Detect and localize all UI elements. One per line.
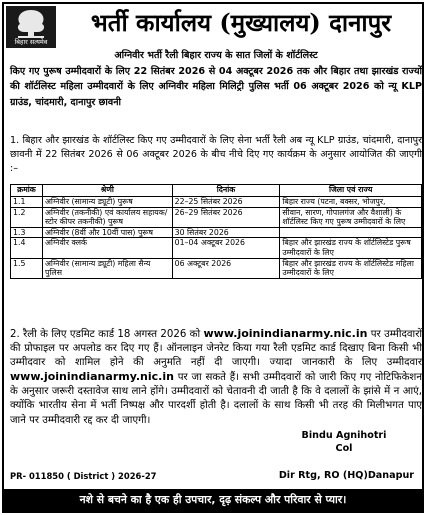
intro-rest: किए गए पुरूष उम्मीदवारों के लिए 22 सितंबर 2026 से 04 अक्टूबर 2026 तक और बिहार तथा झारखंड राज्यों की शॉर्टलिस्ट महिला उम्मीदवारों के लिए अग्निवीर महिला मिलिट्री पुलिस भर्ती 06 अक्टूबर 2026 को न्यू KLP ग्राउंड, चांदमारी, दानापुर छावनी [10,65,422,108]
cell-district [280,227,422,238]
cell-category: अग्निवीर क्लर्क [42,238,172,258]
table-row [11,207,422,227]
cell-serial: 1.1 [11,197,43,208]
cell-date: 06 अक्टूबर 2026 [172,258,280,278]
emblem-caption: बिहार सत्यमेव [14,38,48,46]
cell-date: 26–29 सितंबर 2026 [172,207,280,227]
intro-line1: अग्निवीर भर्ती रैली बिहार राज्य के सात जिलों के शॉर्टलिस्ट [114,50,318,61]
table-header-row [11,185,422,197]
cell-category: अग्निवीर (8वीं और 10वीं पास) पुरूष [42,227,172,238]
signatory-rank: Col [335,442,353,454]
col-header-date: दिनांक [172,185,280,197]
pr-number: PR- 011850 ( District ) 2026-27 [10,471,157,481]
cell-category: अग्निवीर (तकनीकी) एवं कार्यालय सहायक/स्टोर कीपर तकनीकी) पुरूष [42,207,172,227]
website-link-2: www.joinindianarmy.nic.in [10,370,174,384]
para2-text-a: 2. रैली के लिए एडमिट कार्ड 18 अगस्त 2026 को [10,329,204,340]
table-row [11,258,422,278]
para2-text-c: पर जा सकते हैं। सभी उम्मीदवारों को जारी किए गए नोटिफिकेशन के अनुसार जरूरी दस्तावेज साथ लाने होंगे। उम्मीदवारों को चेतावनी दी जाती है कि वे दलालों के झांसे में न आएं, क्योंकि भारतीय सेना में भर्ती निष्पक्ष और पारदर्शी होती है। दलालों के साथ किसी भी तरह की मिलीभगत पाए जाने पर उम्मीदवारी रद्द कर दी जाएगी। [10,372,422,426]
paragraph-2 [10,327,422,428]
cell-serial: 1.3 [11,227,43,238]
schedule-table [10,184,422,279]
signatory-name: Bindu Agnihotri [301,430,387,441]
cell-serial: 1.4 [11,238,43,258]
page-title: भर्ती कार्यालय (मुख्यालय) दानापुर [90,8,392,37]
para2-text-b: पर उम्मीदवारों की प्रोफाइल पर अपलोड कर दिए गए हैं। ऑनलाइन जेनरेट किया गया रैली एडमिट कार्ड दिखाए बिना किसी भी उम्मीदवार को शामिल होने की अनुमति नहीं दी जाएगी। ज्यादा जानकारी के लिए उम्मीदवार [10,329,422,369]
signatory-designation: Dir Rtg, RO (HQ)Danapur [278,470,414,481]
cell-district: बिहार और झारखंड राज्य के शॉर्टलिस्टेड महिला उम्मीदवारों के लिए [280,258,422,278]
cell-category: अग्निवीर (सामान्य ड्यूटी) महिला सैन्य पुलिस [42,258,172,278]
cell-district: बिहार और झारखंड राज्य के शॉर्टलिस्टेड पुरूष उम्मीदवारों के लिए [280,238,422,258]
table-row [11,227,422,238]
header [4,4,422,48]
cell-date: 01–04 अक्टूबर 2026 [172,238,280,258]
cell-district: बिहार राज्य (पटना, बक्सर, भोजपुर, [280,197,422,208]
cell-category: अग्निवीर (सामान्य ड्यूटी) पुरूष [42,197,172,208]
bodhi-tree-icon [6,6,56,40]
cell-date: 30 सितंबर 2026 [172,227,280,238]
website-link: www.joinindianarmy.nic.in [203,327,368,340]
table-row [11,238,422,258]
table-row [11,197,422,208]
col-header-serial: क्रमांक [11,185,43,197]
cell-serial: 1.2 [11,207,43,227]
state-emblem [6,6,56,48]
col-header-category: श्रेणी [42,185,172,197]
cell-date: 22–25 सितंबर 2026 [172,197,280,208]
col-header-district: जिला एवं राज्य [280,185,422,197]
cell-district: सीवान, सारण, गोपालगंज और वैशाली) के शॉर्टलिस्ट किए गए पुरूष उम्मीदवारों के लिए [280,207,422,227]
paragraph-1: 1. बिहार और झारखंड के शॉर्टलिस्ट किए गए उम्मीदवारों के लिए सेना भर्ती रैली अब न्यू KLP ग्राउंड, चांदमारी, दानापुर छावनी में 22 सितंबर 2026 से 06 अक्टूबर 2026 के बीच नीचे दिए गए कार्यक्रम के अनुसार आयोजित की जाएगी :– [10,135,422,174]
notice-page [2,2,424,513]
signature-block [274,430,414,455]
footer-slogan: नशे से बचने का है एक ही उपचार, दृढ़ संकल्प और परिवार से प्यार। [4,489,422,511]
intro-heading [10,48,422,110]
cell-serial: 1.5 [11,258,43,278]
